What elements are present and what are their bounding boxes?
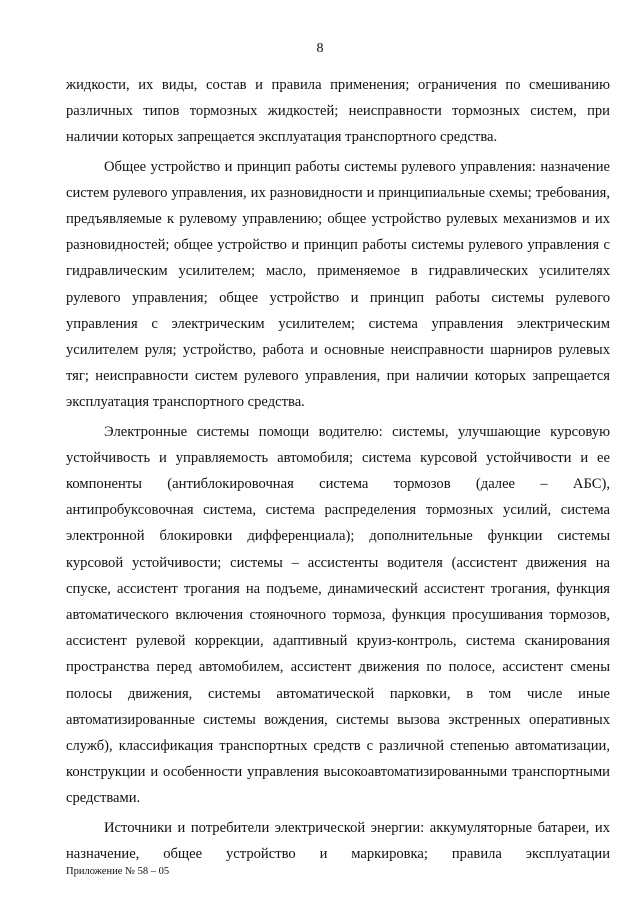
paragraph-driver-assistance-systems: Электронные системы помощи водителю: системы, улучшающие курсовую устойчивость и управляемость автомобиля; система курсовой устойчивости и ее компоненты (антиблокировочная система тормозов (далее – АБС), антипробуксовочная система, система распределения тормозных усилий, система электронной блокировки дифференциала); дополнительные функции системы курсовой устойчивости; системы – ассистенты водителя (ассистент движения на спуске, ассистент трогания на подъеме, динамический ассистент трогания, функция автоматического включения стояночного тормоза, функция просушивания тормозов, ассистент рулевой коррекции, адаптивный круиз-контроль, система сканирования пространства перед автомобилем, ассистент движения по полосе, ассистент смены полосы движения, системы автоматической парковки, в том числе иные автоматизированные системы вождения, системы вызова экстренных оперативных служб), классификация транспортных средств с различной степенью автоматизации, конструкции и особенности управления высокоавтоматизированными транспортными средствами. [66,423,610,807]
paragraph-steering-system: Общее устройство и принцип работы системы рулевого управления: назначение систем рулевого управления, их разновидности и принципиальные схемы; требования, предъявляемые к рулевому управлению; общее устройство рулевых механизмов и их разновидностей; общее устройство и принцип работы системы рулевого управления с гидравлическим усилителем; масло, применяемое в гидравлических усилителях рулевого управления; общее устройство и принцип работы системы рулевого управления с электрическим усилителем; система управления электрическим усилителем руля; устройство, работа и основные неисправности шарниров рулевых тяг; неисправности систем рулевого управления, при наличии которых запрещается эксплуатация транспортного средства. [66,158,610,411]
footer-appendix-label: Приложение № 58 – 05 [66,866,170,877]
page-number: 8 [316,41,324,56]
document-body [66,72,610,867]
paragraph-electrical-energy-sources: Источники и потребители электрической энергии: аккумуляторные батареи, их назначение, общее устройство и маркировка; правила эксплуатации [66,819,610,862]
paragraph-brake-fluids-continued: жидкости, их виды, состав и правила применения; ограничения по смешиванию различных типов тормозных жидкостей; неисправности тормозных систем, при наличии которых запрещается эксплуатация транспортного средства. [66,77,610,146]
